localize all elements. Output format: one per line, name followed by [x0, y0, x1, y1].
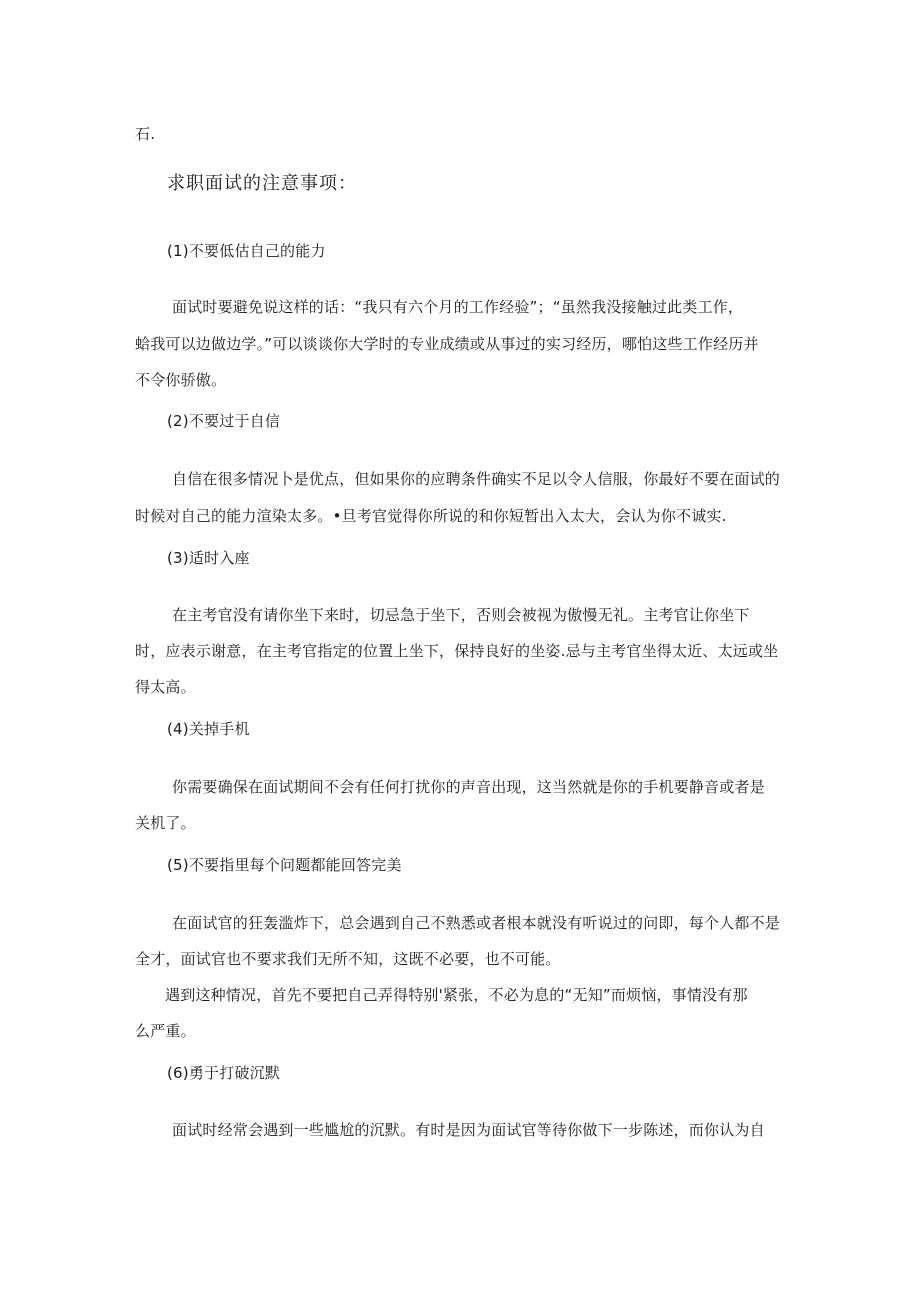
page-title: 求职面试的注意事项： — [167, 173, 357, 194]
paragraph-line: 在主考官没有请你坐下来时，切忌急于坐下，否则会被视为傲慢无礼。主考官让你坐下 — [172, 606, 750, 624]
carryover-text: 石. — [135, 125, 156, 143]
paragraph-line: 面试时经常会遇到一些尴尬的沉默。有时是因为面试官等待你做下一步陈述，而你认为自 — [172, 1121, 765, 1139]
paragraph-line: 面试时要避免说这样的话：“我只有六个月的工作经验”；“虽然我没接触过此类工作， — [172, 298, 744, 316]
section-heading-2: (2)不要过于自信 — [167, 412, 281, 430]
paragraph-line: 么严重。 — [135, 1022, 196, 1040]
paragraph-line: 在面试官的狂轰滥炸下，总会遇到自己不熟悉或者根本就没有听说过的问即，每个人都不是 — [172, 914, 781, 932]
paragraph-line: 关机了。 — [135, 814, 196, 832]
paragraph-line: 你需要确保在面试期间不会有任何打扰你的声音出现，这当然就是你的手机要静音或者是 — [172, 778, 765, 796]
section-heading-4: (4)关掉手机 — [167, 720, 250, 738]
section-heading-5: (5)不要指里每个问题都能回答完美 — [167, 856, 402, 874]
paragraph-line: 时候对自己的能力渲染太多。•旦考官觉得你所说的和你短暂出入太大，会认为你不诚实. — [135, 507, 727, 525]
paragraph-line: 不令你骄傲。 — [135, 371, 227, 389]
paragraph-line: 全才，面试官也不要求我们无所不知，这既不必要，也不可能。 — [135, 950, 561, 968]
section-heading-1: (1)不要低估自己的能力 — [167, 242, 326, 260]
paragraph-line: 得太高。 — [135, 678, 196, 696]
paragraph-line: 蛤我可以边做边学。”可以谈谈你大学时的专业成绩或从事过的实习经历，哪怕这些工作经历并 — [135, 335, 759, 353]
paragraph-line: 遇到这种情况，首先不要把自己弄得特别'紧张，不必为息的“无知”而烦恼，事情没有那 — [165, 986, 748, 1004]
paragraph-line: 时，应表示谢意，在主考官指定的位置上坐下，保持良好的坐姿.忌与主考官坐得太近、太远或坐 — [135, 642, 779, 660]
section-heading-3: (3)适时入座 — [167, 549, 250, 567]
paragraph-line: 自信在很多情况卜是优点，但如果你的应聘条件确实不足以令人信服，你最好不要在面试的 — [172, 470, 781, 488]
section-heading-6: (6)勇于打破沉默 — [167, 1064, 281, 1082]
